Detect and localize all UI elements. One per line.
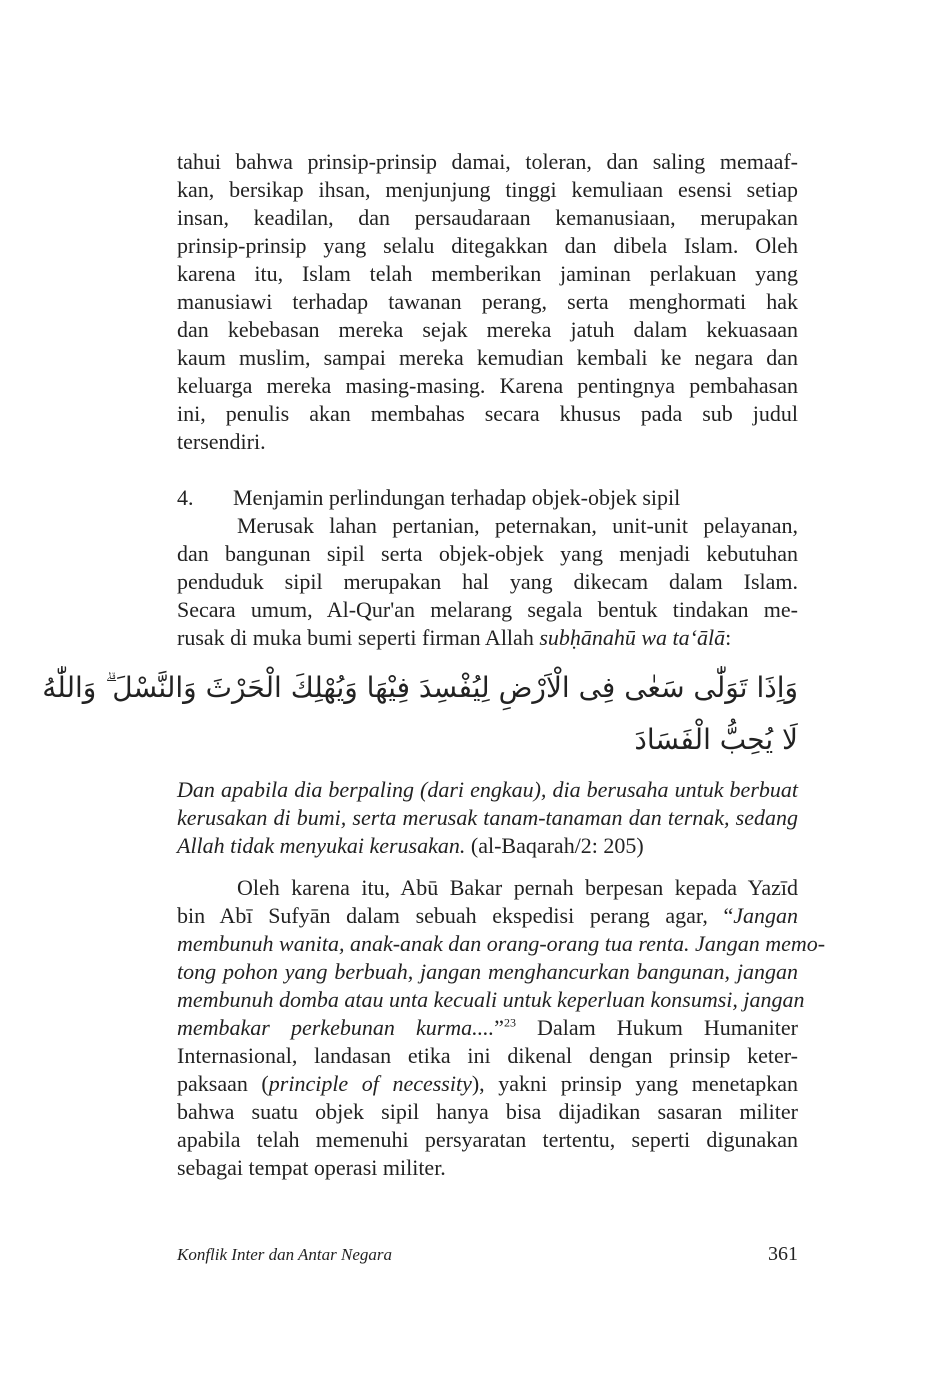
verse-translation: [177, 776, 798, 860]
text-segment: tersendiri.: [177, 429, 266, 454]
section-title: Menjamin perlindungan terhadap objek-objek sipil: [233, 485, 681, 510]
text-segment: Secara umum, Al-Qur'an melarang segala bentuk tindakan me-: [177, 597, 798, 622]
text-segment: principle of necessity: [268, 1071, 472, 1096]
text-segment: paksaan (: [177, 1071, 269, 1096]
text-line: [177, 930, 826, 958]
text-line: [177, 1098, 798, 1126]
text-segment: Merusak lahan pertanian, peternakan, unit-unit pelayanan,: [237, 513, 798, 538]
text-line: [177, 428, 798, 456]
running-title: Konflik Inter dan Antar Negara: [177, 1245, 393, 1264]
text-segment: Dan apabila dia berpaling (dari engkau), dia berusaha untuk berbuat: [177, 777, 798, 802]
text-line: [177, 986, 805, 1014]
text-line: [177, 344, 798, 372]
text-segment: dan kebebasan mereka sejak mereka jatuh dalam kekuasaan: [177, 317, 798, 342]
text-line: [177, 1154, 798, 1182]
text-segment: Jangan: [733, 903, 798, 928]
text-segment: karena itu, Islam telah memberikan jaminan perlakuan yang: [177, 261, 798, 286]
text-line: [177, 1042, 798, 1070]
text-segment: subḥānahū wa ta‘ālā: [539, 625, 726, 650]
text-line: [177, 1014, 798, 1042]
text-segment: keluarga mereka masing-masing. Karena pentingnya pembahasan: [177, 373, 798, 398]
text-segment: membunuh domba atau unta kecuali untuk keperluan konsumsi, jangan: [177, 987, 805, 1012]
text-segment: Internasional, landasan etika ini dikenal dengan prinsip keter-: [177, 1043, 798, 1068]
paragraph-1: [177, 148, 798, 456]
text-segment: membunuh wanita, anak-anak dan orang-orang tua renta. Jangan memo-: [177, 931, 826, 956]
paragraph-3: [177, 874, 826, 1182]
text-line: [177, 568, 798, 596]
text-line: [177, 512, 798, 540]
text-segment: rusak di muka bumi seperti firman Allah: [177, 625, 540, 650]
page-footer: [177, 1245, 798, 1265]
text-segment: tahui bahwa prinsip-prinsip damai, toleran, dan saling memaaf-: [177, 149, 798, 174]
text-line: [177, 288, 798, 316]
text-line: [177, 540, 798, 568]
text-segment: sebagai tempat operasi militer.: [177, 1155, 446, 1180]
text-line: [177, 316, 798, 344]
text-line: [177, 176, 798, 204]
text-line: [177, 232, 798, 260]
text-line: [177, 958, 798, 986]
text-segment: Oleh karena itu, Abū Bakar pernah berpesan kepada Yazīd: [237, 875, 798, 900]
section-number: 4.: [177, 485, 194, 510]
text-segment: ), yakni prinsip yang menetapkan: [471, 1071, 798, 1096]
footnote-ref: 23: [503, 1015, 516, 1030]
quran-verse-line: وَاِذَا تَوَلّٰى سَعٰى فِى الْاَرْضِ لِيُفْسِدَ فِيْهَا وَيُهْلِكَ الْحَرْثَ وَالنَّسْلَ ۗ وَاللّٰهُ: [42, 671, 798, 704]
text-segment: manusiawi terhadap tawanan perang, serta menghormati hak: [177, 289, 798, 314]
text-segment: kaum muslim, sampai mereka kemudian kembali ke negara dan: [177, 345, 798, 370]
text-segment: bahwa suatu objek sipil hanya bisa dijadikan sasaran militer: [177, 1099, 798, 1124]
text-line: [177, 148, 798, 176]
page-number: 361: [768, 1243, 798, 1265]
quran-verse-line: لَا يُحِبُّ الْفَسَادَ: [634, 723, 798, 756]
text-line: [177, 204, 798, 232]
text-line: [177, 1126, 798, 1154]
text-line: [177, 902, 798, 930]
text-segment: membakar perkebunan kurma....: [177, 1015, 495, 1040]
text-line: [177, 624, 798, 652]
text-segment: prinsip-prinsip yang selalu ditegakkan dan dibela Islam. Oleh: [177, 233, 798, 258]
text-segment: Dalam Hukum Humaniter: [515, 1015, 798, 1040]
text-segment: apabila telah memenuhi persyaratan tertentu, seperti digunakan: [177, 1127, 798, 1152]
text-segment: Allah tidak menyukai kerusakan.: [177, 833, 466, 858]
text-segment: dan bangunan sipil serta objek-objek yang menjadi kebutuhan: [177, 541, 798, 566]
text-line: [177, 400, 798, 428]
text-line: [177, 260, 798, 288]
paragraph-2: [177, 512, 798, 652]
text-segment: ini, penulis akan membahas secara khusus pada sub judul: [177, 401, 798, 426]
text-line: [177, 804, 798, 832]
text-line: [177, 874, 798, 902]
text-line: [177, 596, 798, 624]
text-column: [42, 148, 826, 1182]
text-line: [177, 776, 798, 804]
section-heading: [177, 484, 798, 512]
text-segment: kan, bersikap ihsan, menjunjung tinggi kemuliaan esensi setiap: [177, 177, 798, 202]
text-segment: insan, keadilan, dan persaudaraan kemanusiaan, merupakan: [177, 205, 798, 230]
quran-verse: [42, 662, 798, 766]
text-segment: ”: [494, 1015, 504, 1040]
text-line: [177, 832, 798, 860]
text-segment: bin Abī Sufyān dalam sebuah ekspedisi perang agar, “: [177, 903, 734, 928]
text-segment: penduduk sipil merupakan hal yang dikecam dalam Islam.: [177, 569, 798, 594]
text-segment: (al-Baqarah/2: 205): [465, 833, 644, 858]
text-segment: kerusakan di bumi, serta merusak tanam-tanaman dan ternak, sedang: [177, 805, 798, 830]
text-line: [177, 372, 798, 400]
text-segment: :: [725, 625, 732, 650]
text-segment: tong pohon yang berbuah, jangan menghancurkan bangunan, jangan: [177, 959, 798, 984]
text-line: [177, 1070, 798, 1098]
